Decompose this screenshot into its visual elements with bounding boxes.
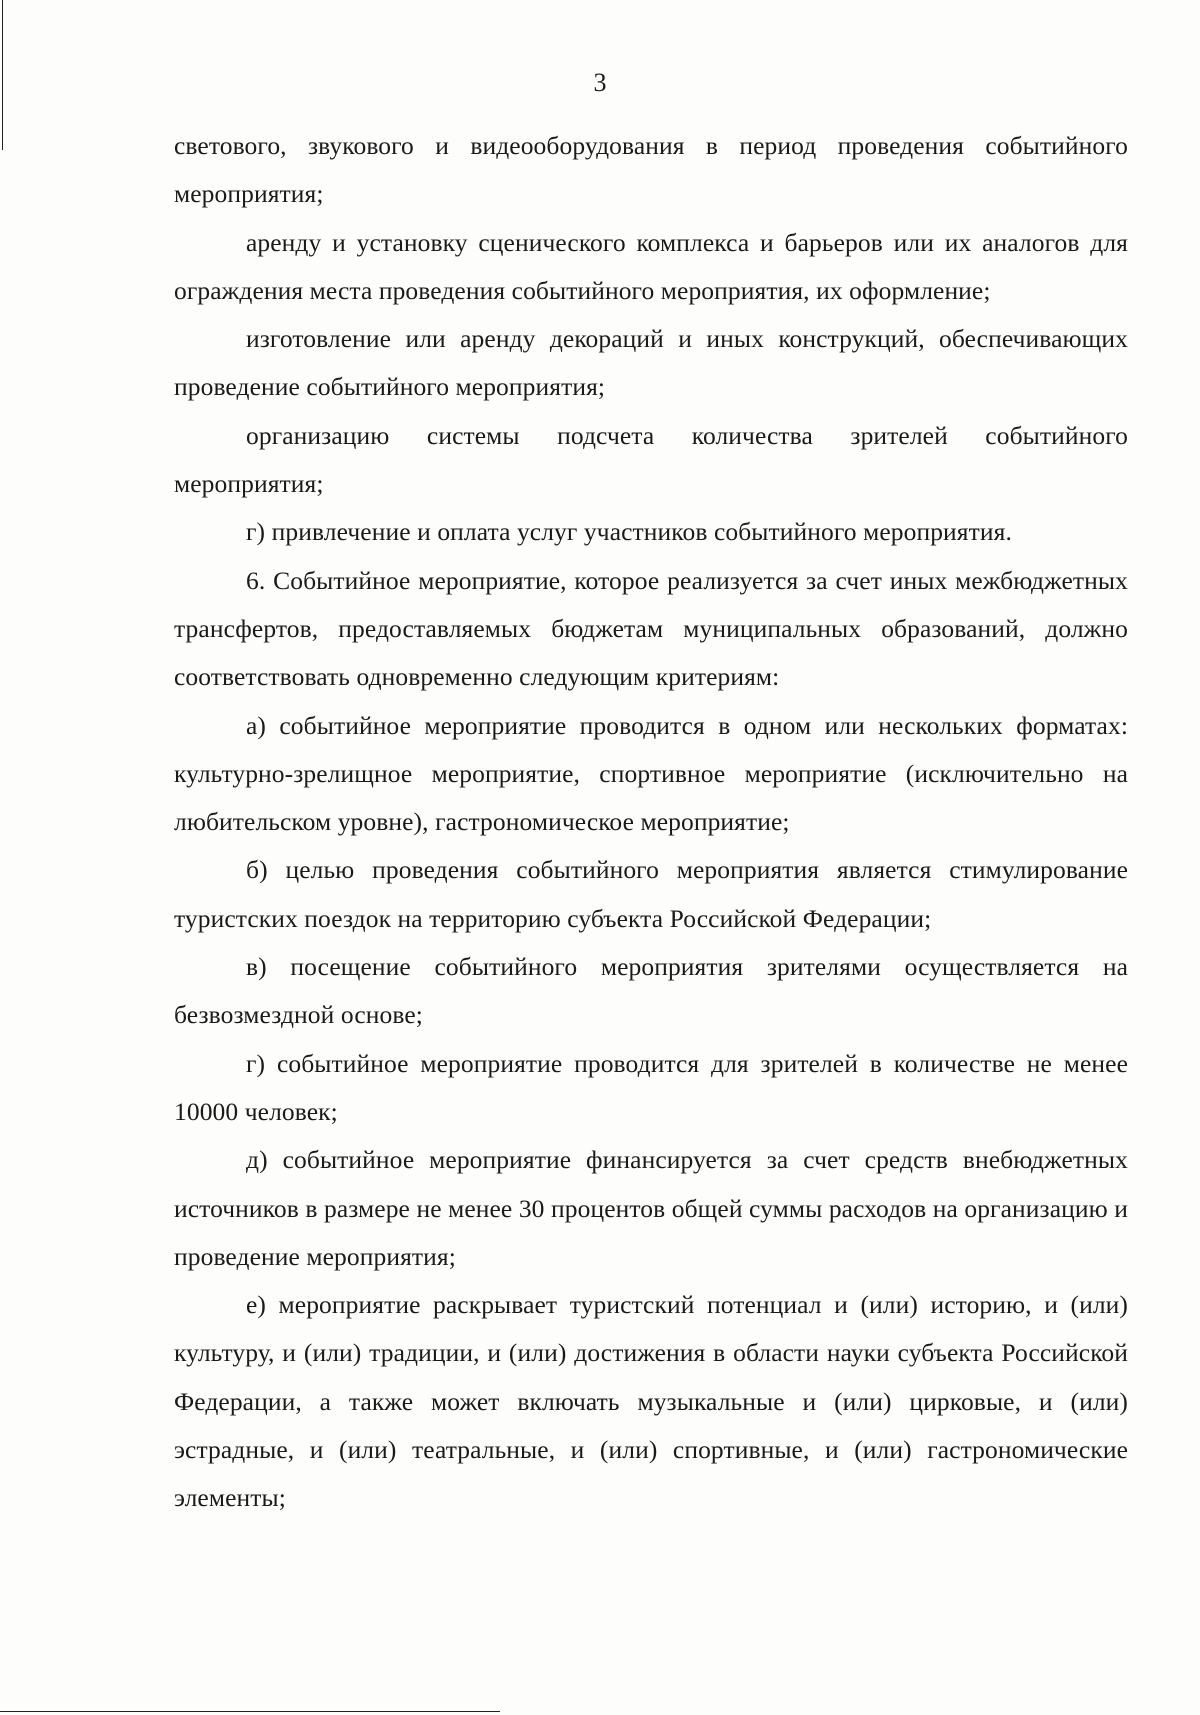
paragraph: изготовление или аренду декораций и иных конструкций, обеспечивающих проведение событийного мероприятия; [174, 324, 1128, 402]
paragraph: организацию системы подсчета количества зрителей событийного мероприятия; [174, 420, 1128, 499]
paragraph: г) событийное мероприятие проводится для зрителей в количестве не менее 10000 человек; [174, 1048, 1128, 1126]
paragraph: б) целью проведения событийного мероприятия является стимулирование туристских поездок на территорию субъекта Российской Федерации; [174, 855, 1128, 933]
paragraph: г) привлечение и оплата услуг участников событийного мероприятия. [246, 517, 1012, 547]
document-body [174, 122, 1128, 1523]
paragraph: 6. Событийное мероприятие, которое реализуется за счет иных межбюджетных трансфертов, предоставляемых бюджетам муниципальных образований, должно соответствовать одновременно следующим критериям: [174, 565, 1128, 692]
paragraph: д) событийное мероприятие финансируется за счет средств внебюджетных источников в размере не менее 30 процентов общей суммы расходов на организацию и проведение мероприятия; [174, 1145, 1128, 1271]
paragraph: а) событийное мероприятие проводится в одном или нескольких форматах: культурно-зрелищное мероприятие, спортивное мероприятие (исключительно на любительском уровне), гастрономическое мероприятие; [174, 710, 1128, 837]
page-number: 3 [593, 68, 607, 97]
scan-edge-line-bottom [0, 1711, 500, 1712]
paragraph: е) мероприятие раскрывает туристский потенциал и (или) историю, и (или) культуру, и (или) традиции, и (или) достижения в области науки субъекта Российской Федерации, а также может включать музыкальные и (или) цирковые, и (или) эстрадные, и (или) театральные, и (или) спортивные, и (или) гастрономические элементы; [174, 1290, 1128, 1513]
paragraph: светового, звукового и видеооборудования в период проведения событийного мероприятия; [174, 131, 1128, 209]
paragraph: аренду и установку сценического комплекса и барьеров или их аналогов для ограждения места проведения событийного мероприятия, их оформление; [174, 227, 1128, 305]
paragraph: в) посещение событийного мероприятия зрителями осуществляется на безвозмездной основе; [174, 952, 1128, 1030]
